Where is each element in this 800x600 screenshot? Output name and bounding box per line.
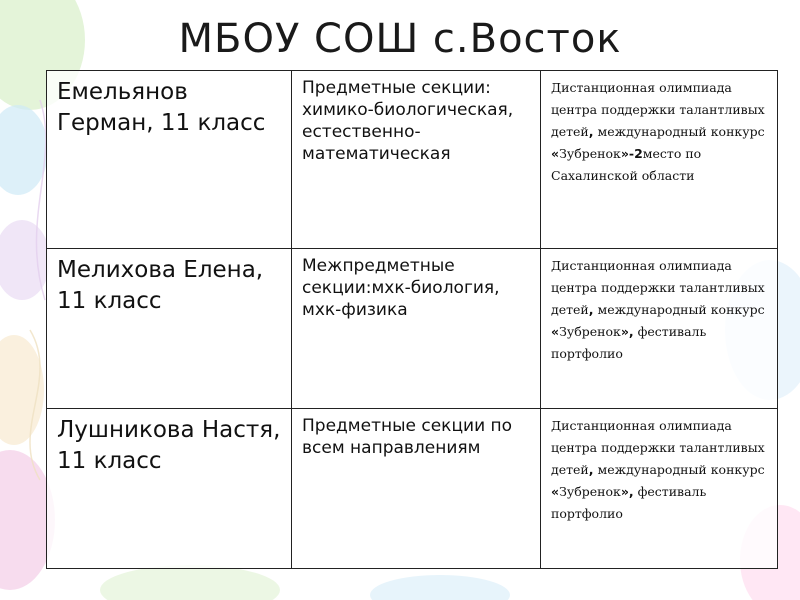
achievement-text: фестиваль портфолио — [551, 483, 707, 521]
balloon-decoration — [370, 575, 510, 600]
sections-cell: Предметные секции по всем направлениям — [292, 409, 541, 569]
achievement-text: фестиваль портфолио — [551, 323, 707, 361]
achievement-text: Дистанционная олимпиада центра поддержки талантливых детей — [551, 258, 765, 317]
sections-cell: Предметные секции: химико-биологическая, естественно-математическая — [292, 71, 541, 249]
balloon-decoration — [100, 565, 280, 600]
achievement-text: Дистанционная олимпиада центра поддержки талантливых детей — [551, 80, 765, 139]
slide-title: МБОУ СОШ с.Восток — [178, 16, 622, 62]
table-row — [47, 71, 778, 249]
achievement-text: Дистанционная олимпиада центра поддержки талантливых детей — [551, 418, 765, 477]
quote-open: « — [551, 145, 560, 161]
achievement-text: международный конкурс — [593, 123, 765, 139]
achievements-cell — [541, 409, 778, 569]
quote-open: « — [551, 483, 560, 499]
comma: , — [588, 461, 594, 477]
table-row — [47, 409, 778, 569]
students-table — [46, 70, 778, 569]
balloon-decoration — [0, 105, 48, 195]
student-name-cell: Емельянов Герман, 11 класс — [47, 71, 292, 249]
quote-open: « — [551, 323, 560, 339]
quote-close: »-2 — [620, 145, 643, 161]
student-name-cell: Мелихова Елена, 11 класс — [47, 249, 292, 409]
achievement-text: международный конкурс — [593, 461, 765, 477]
contest-name: Зубренок — [559, 483, 621, 499]
balloon-decoration — [0, 220, 50, 300]
achievement-text: международный конкурс — [593, 301, 765, 317]
table-row — [47, 249, 778, 409]
student-name-cell: Лушникова Настя, 11 класс — [47, 409, 292, 569]
contest-name: Зубренок — [559, 323, 621, 339]
comma: , — [588, 123, 594, 139]
quote-close: », — [620, 323, 634, 339]
comma: , — [588, 301, 594, 317]
achievements-cell — [541, 249, 778, 409]
quote-close: », — [620, 483, 634, 499]
achievement-text: место по Сахалинской области — [551, 145, 702, 183]
sections-cell: Межпредметные секции:мхк-биология, мхк-физика — [292, 249, 541, 409]
achievements-cell — [541, 71, 778, 249]
contest-name: Зубренок — [559, 145, 621, 161]
